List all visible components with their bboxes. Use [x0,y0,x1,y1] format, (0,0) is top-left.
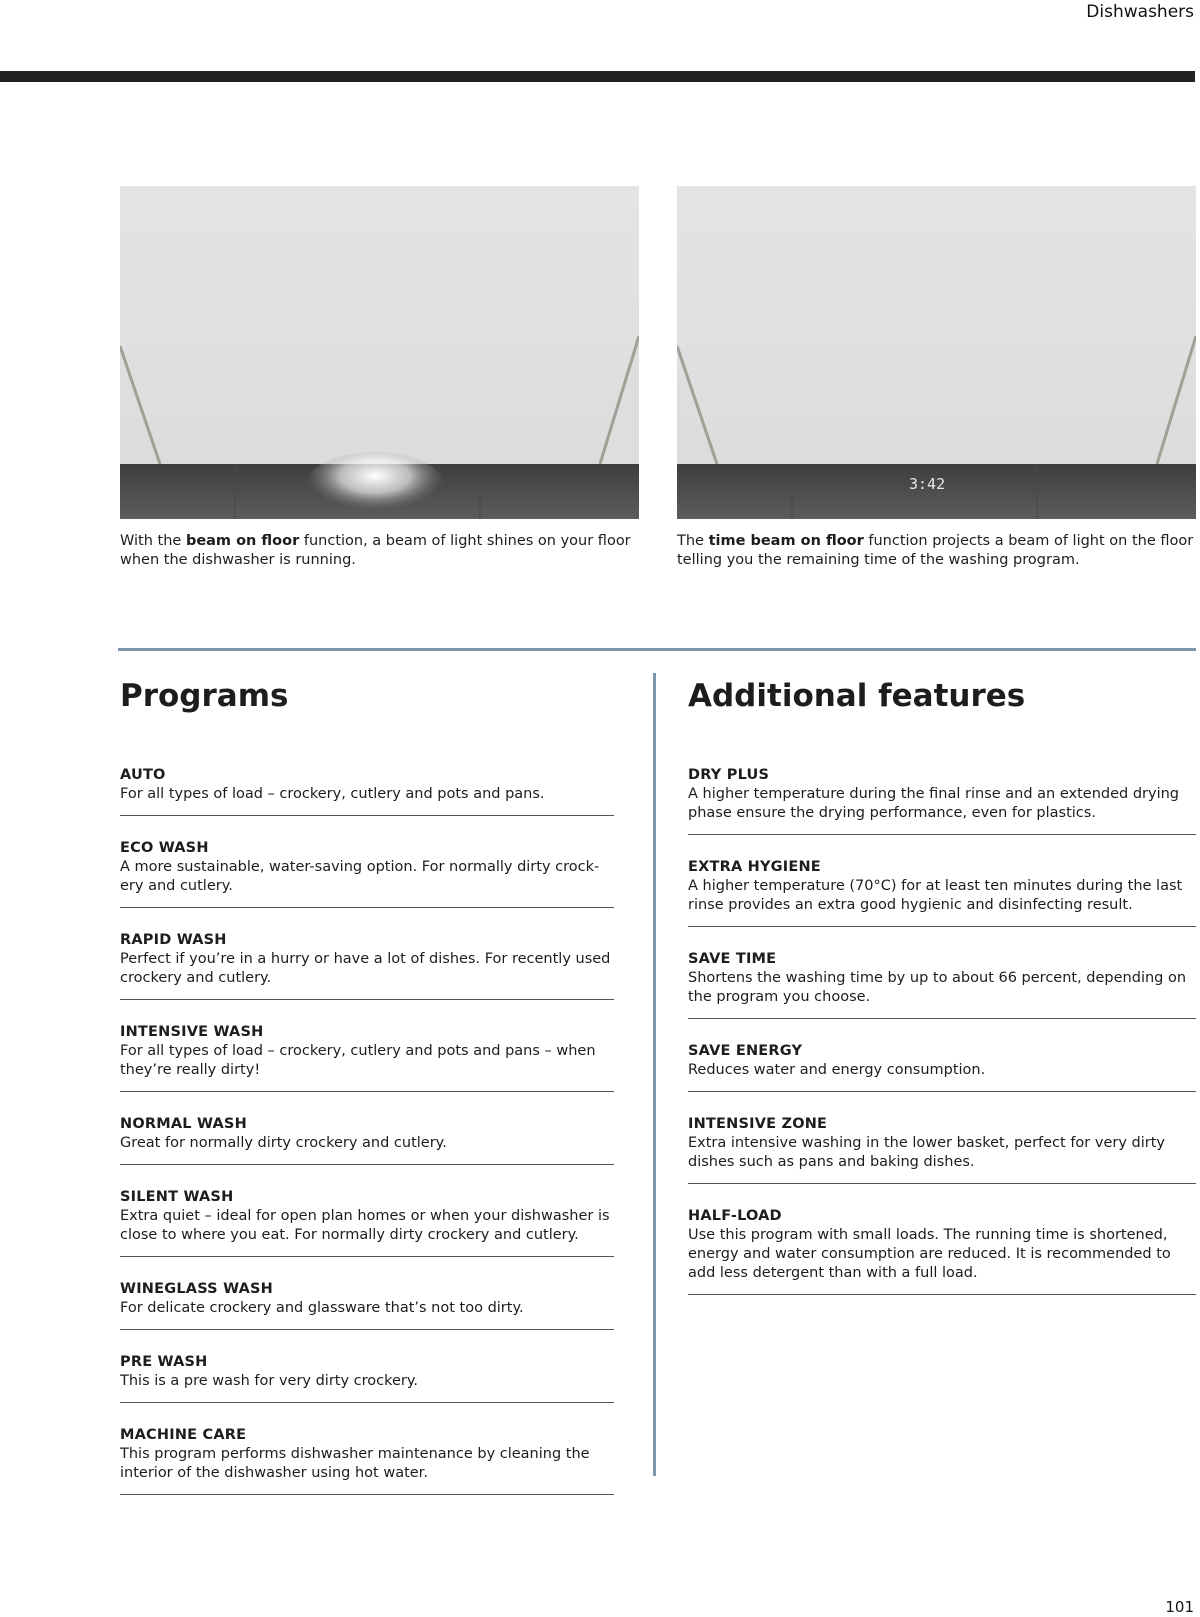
list-item [688,858,1196,927]
item-name: SAVE TIME [688,951,777,967]
item-desc: Perfect if you’re in a hurry or have a lot of dishes. For recently used crockery and cutlery. [120,951,611,986]
item-name: DRY PLUS [688,767,770,783]
list-item [120,931,614,1000]
list-item [120,1023,614,1092]
list-item [688,950,1196,1019]
list-item [120,766,614,816]
list-item [688,1115,1196,1184]
item-desc: Shortens the washing time by up to about 66 percent, depending on the program you choose. [688,970,1187,1005]
programs-list [120,766,614,1518]
page-number: 101 [1165,1598,1194,1616]
item-desc: Extra quiet – ideal for open plan homes or when your dishwasher is close to where you eat. For normally dirty crockery and cutlery. [120,1208,610,1243]
item-desc: Reduces water and energy consumption. [688,1062,986,1078]
item-desc: This is a pre wash for very dirty crockery. [120,1373,419,1389]
item-name: RAPID WASH [120,932,227,948]
item-desc: Use this program with small loads. The running time is shortened, energy and water consumption are reduced. It is recommended to add less detergent than with a full load. [688,1227,1171,1281]
section-rule [118,648,1196,651]
column-divider [653,673,656,1476]
list-item [120,1280,614,1330]
item-name: WINEGLASS WASH [120,1281,274,1297]
additional-features-title: Additional features [688,678,1026,714]
list-item [120,839,614,908]
item-name: PRE WASH [120,1354,208,1370]
item-name: NORMAL WASH [120,1116,247,1132]
additional-features-list [688,766,1196,1318]
item-desc: For delicate crockery and glassware that’s not too dirty. [120,1300,524,1316]
item-name: SILENT WASH [120,1189,234,1205]
beam-on-floor-caption: With the beam on floor function, a beam of light shines on your floor when the dishwasher is running. [120,533,631,568]
programs-title: Programs [120,678,289,714]
item-name: INTENSIVE ZONE [688,1116,828,1132]
item-desc: Extra intensive washing in the lower basket, perfect for very dirty dishes such as pans and baking dishes. [688,1135,1165,1170]
section-label: Dishwashers [1086,2,1194,22]
item-desc: Great for normally dirty crockery and cutlery. [120,1135,447,1151]
item-desc: A higher temperature (70°C) for at least ten minutes during the last rinse provides an extra good hygienic and disinfecting result. [688,878,1183,913]
list-item [120,1115,614,1165]
list-item [688,766,1196,835]
time-beam-on-floor-photo [677,186,1196,519]
item-desc: A higher temperature during the final rinse and an extended drying phase ensure the drying performance, even for plastics. [688,786,1180,821]
item-name: INTENSIVE WASH [120,1024,264,1040]
list-item [120,1188,614,1257]
item-name: MACHINE CARE [120,1427,247,1443]
item-name: ECO WASH [120,840,209,856]
item-desc: For all types of load – crockery, cutlery and pots and pans. [120,786,545,802]
item-name: EXTRA HYGIENE [688,859,821,875]
beam-on-floor-photo [120,186,639,519]
item-desc: For all types of load – crockery, cutlery and pots and pans – when they’re really dirty! [120,1043,596,1078]
item-desc: A more sustainable, water-saving option. For normally dirty crock-ery and cutlery. [120,859,600,894]
item-name: HALF-LOAD [688,1208,782,1224]
time-beam-on-floor-caption: The time beam on floor function projects a beam of light on the floor telling you the remaining time of the washing program. [677,533,1194,568]
list-item [688,1042,1196,1092]
list-item [120,1426,614,1495]
time-display: 3:42 [909,475,946,493]
list-item [120,1353,614,1403]
item-name: AUTO [120,767,166,783]
top-rule [0,71,1195,82]
item-name: SAVE ENERGY [688,1043,803,1059]
list-item [688,1207,1196,1295]
item-desc: This program performs dishwasher maintenance by cleaning the interior of the dishwasher using hot water. [120,1446,590,1481]
